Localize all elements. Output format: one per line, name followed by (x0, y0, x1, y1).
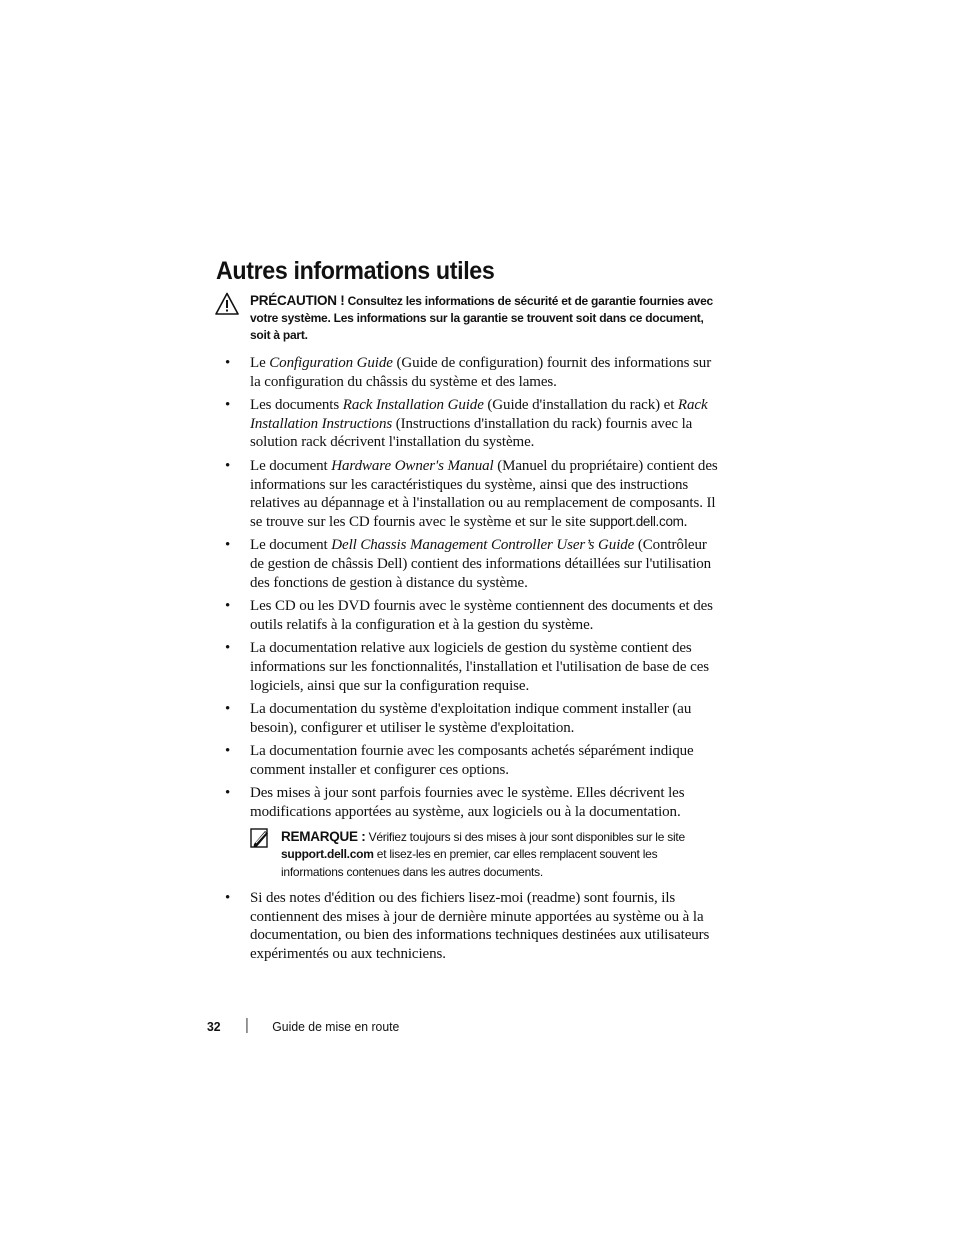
list-item (222, 597, 722, 634)
list-item-text: (Instructions d'installation du rack) fournis avec la solution rack décrivent l'installation du système. (250, 415, 693, 451)
list-item (222, 784, 722, 821)
bullet-icon: • (225, 743, 231, 760)
list-item-text: Les CD ou les DVD fournis avec le système contiennent des documents et des outils relatifs à la configuration et à la gestion du système. (250, 598, 713, 633)
list-item (222, 457, 722, 531)
bullet-icon: • (225, 598, 231, 615)
list-item (222, 700, 722, 737)
list-item-text: La documentation relative aux logiciels de gestion du système contient des informations sur les fonctionnalités, l'installation et l'utilisation de base de ces logiciels, ainsi que sur la configuration requise. (250, 640, 709, 694)
list-item-text: (Guide de configuration) fournit des informations sur la configuration du châssis du système et des lames. (250, 355, 712, 390)
website-link: support.dell.com (589, 513, 684, 529)
note-label: REMARQUE : (281, 828, 366, 844)
list-item (222, 354, 722, 391)
list-item-text: (Manuel du propriétaire) contient des informations sur les caractéristiques du système, ainsi que des instructions relatives au dépannage et à l'installation ou au remplacement de composants. Il se trouve sur les CD fournis avec le système et sur le site (250, 457, 718, 530)
list-item-text: La documentation du système d'exploitation indique comment installer (au besoin), configurer et utiliser le système d'exploitation. (250, 701, 692, 736)
note-text: Vérifiez toujours si des mises à jour sont disponibles sur le site (365, 829, 685, 844)
page-footer (207, 1017, 399, 1037)
page-number: 32 (207, 1019, 221, 1034)
caution-label: PRÉCAUTION ! (250, 293, 345, 308)
bullet-icon: • (225, 457, 231, 474)
warning-triangle-icon (215, 292, 239, 316)
section-heading: Autres informations utiles (216, 257, 495, 285)
bullet-icon: • (225, 890, 231, 907)
footer-divider (247, 1018, 248, 1033)
note-pencil-icon (250, 828, 270, 848)
list-item (222, 889, 722, 963)
bullet-icon: • (225, 701, 231, 718)
note-callout (250, 828, 722, 882)
list-item-text: . (683, 513, 688, 530)
list-item-text: (Contrôleur de gestion de châssis Dell) contient des informations détaillées sur l'utilisation des fonctions de gestion à distance du système. (250, 537, 712, 591)
document-title: Dell Chassis Management Controller User’s Guide (331, 537, 635, 554)
list-item-text: Les documents (250, 397, 343, 414)
footer-title: Guide de mise en route (272, 1019, 400, 1034)
list-item-text: La documentation fournie avec les composants achetés séparément indique comment installer et configurer ces options. (250, 743, 694, 778)
bullet-icon: • (225, 397, 231, 414)
list-item (222, 742, 722, 779)
document-title: Configuration Guide (269, 355, 393, 371)
list-item-text: Le document (250, 537, 332, 554)
note-text: et lisez-les en premier, car elles remplacent souvent les informations contenues dans les autres documents. (281, 847, 658, 879)
list-item (222, 396, 722, 452)
document-title: Rack Installation Guide (342, 397, 484, 414)
website-link: support.dell.com (281, 847, 374, 862)
caution-notice (215, 292, 715, 344)
document-title: Rack Installation Instructions (250, 397, 708, 432)
list-item (222, 639, 722, 695)
list-item-text: (Guide d'installation du rack) et (483, 397, 678, 414)
bullet-icon: • (225, 355, 231, 371)
documentation-list (222, 354, 722, 969)
bullet-icon: • (225, 537, 231, 554)
list-item (222, 536, 722, 592)
list-item-text: Le (250, 355, 270, 371)
bullet-icon: • (225, 640, 231, 657)
list-item-text: Le document (250, 457, 332, 474)
list-item-text: Des mises à jour sont parfois fournies avec le système. Elles décrivent les modifications apportées au système, aux logiciels ou à la documentation. (250, 785, 685, 821)
document-title: Hardware Owner's Manual (331, 457, 494, 474)
caution-body: Consultez les informations de sécurité et de garantie fournies avec votre système. Les informations sur la garantie se trouvent soit dans ce document, soit à part. (250, 294, 713, 342)
list-item-text: Si des notes d'édition ou des fichiers lisez-moi (readme) sont fournis, ils contiennent des mises à jour de dernière minute apportées au système ou à la documentation, ou bien des informations techniques destinées aux utilisateurs expérimentés ou aux techniciens. (250, 890, 710, 962)
bullet-icon: • (225, 785, 231, 802)
caution-text (250, 292, 715, 344)
